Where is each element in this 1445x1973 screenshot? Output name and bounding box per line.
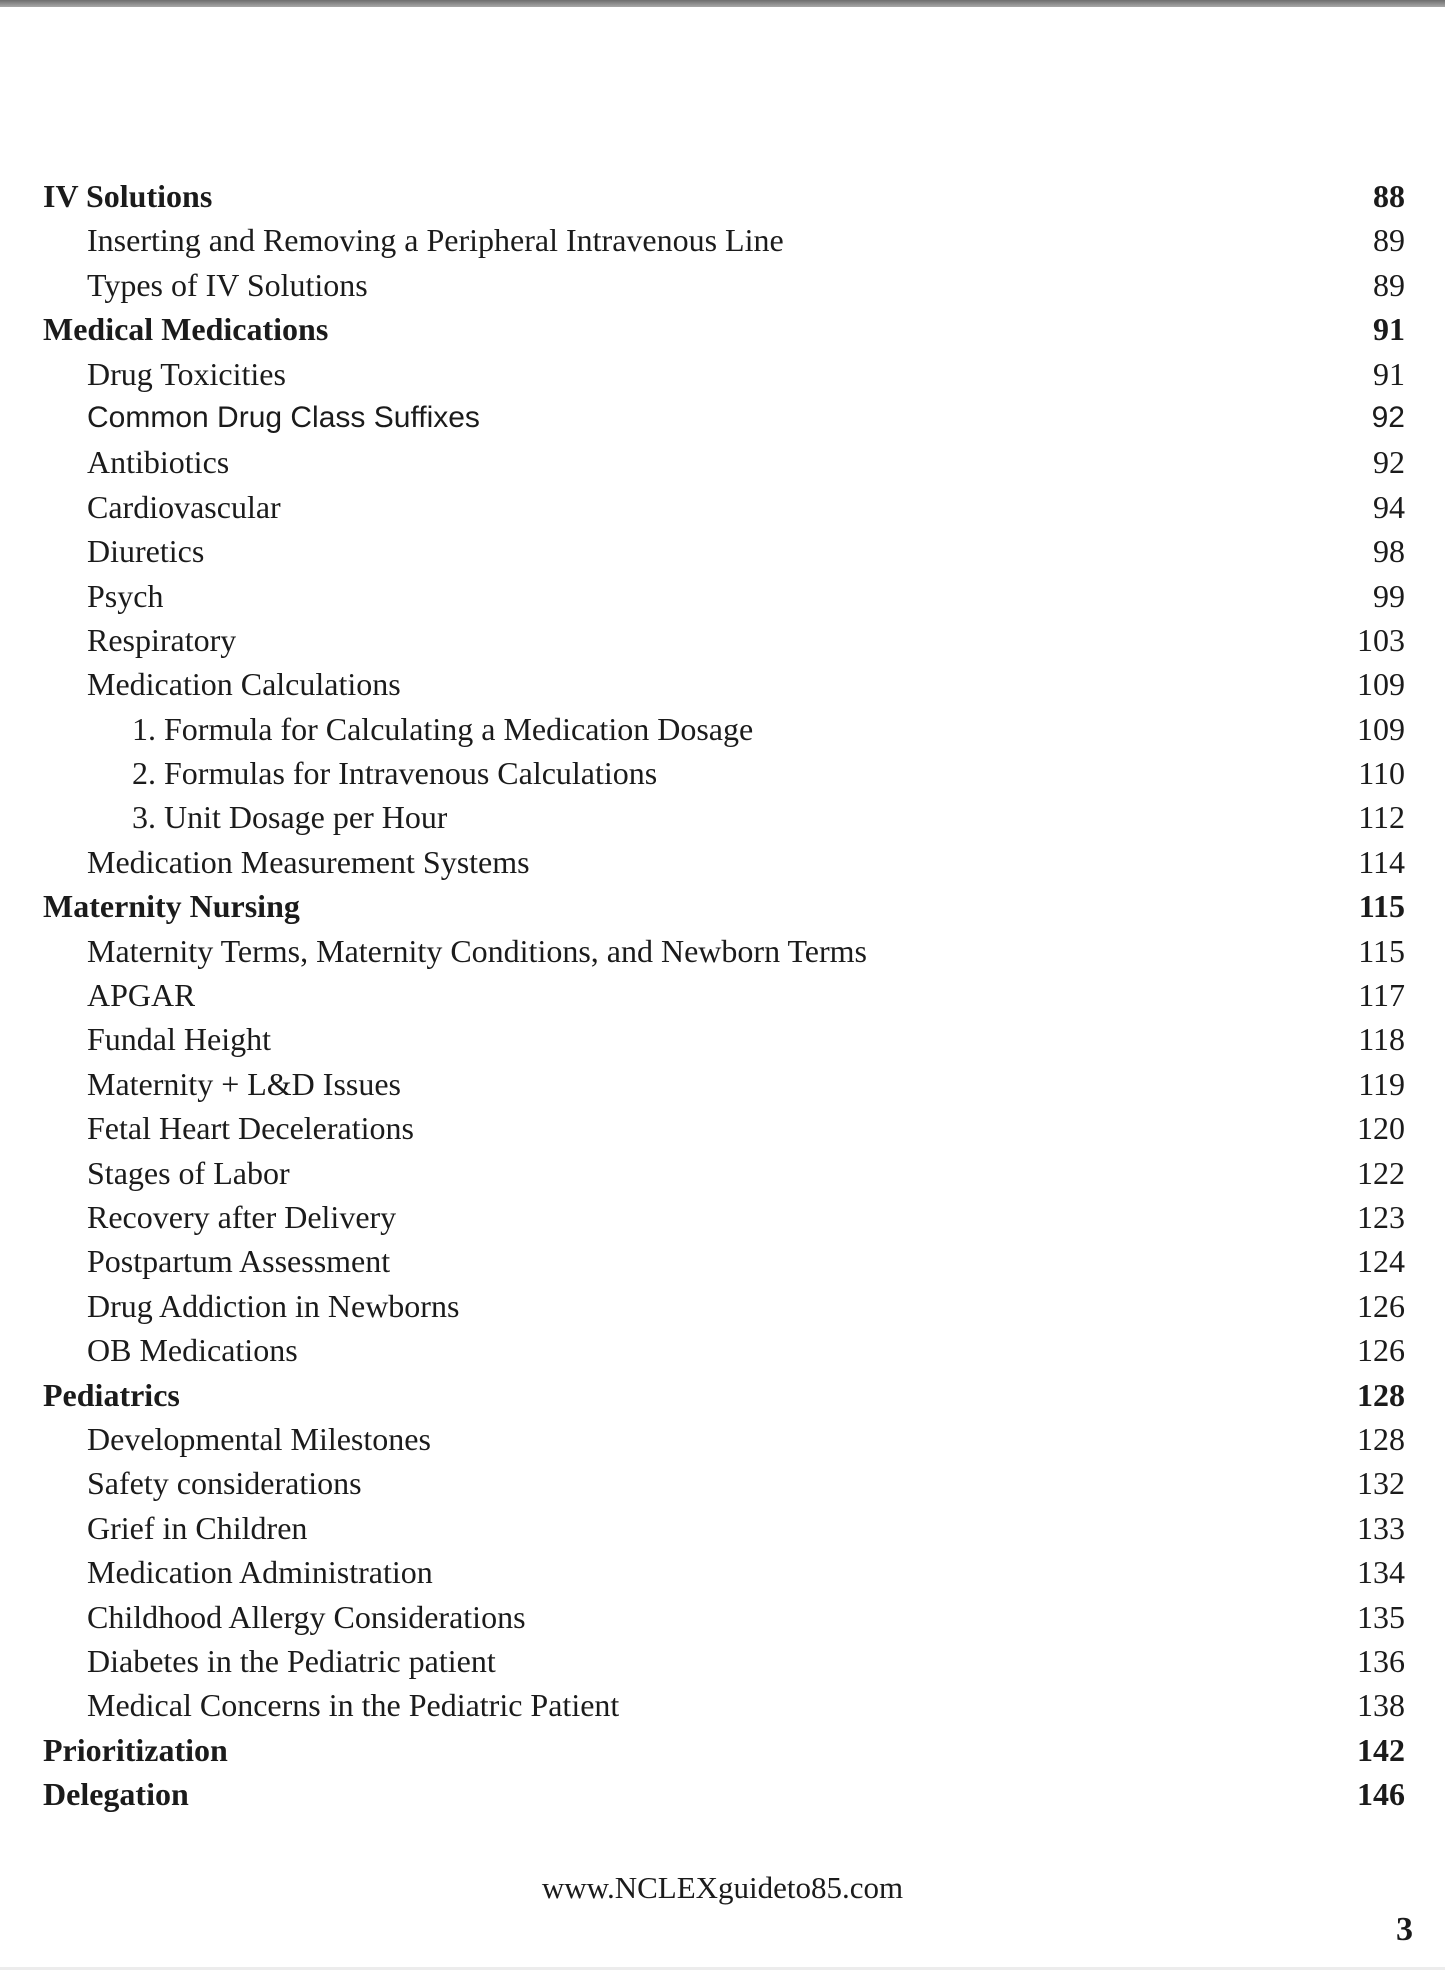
footer-website: www.NCLEXguideto85.com [541, 1870, 904, 1905]
toc-entry-page: 124 [1357, 1243, 1405, 1280]
toc-entry-label: IV Solutions [43, 178, 213, 214]
toc-entry-page: 115 [1358, 888, 1405, 925]
toc-entry-label: Stages of Labor [87, 1154, 290, 1191]
toc-entry-label: Medical Concerns in the Pediatric Patient [87, 1687, 620, 1724]
toc-entry-page: 92 [1371, 400, 1405, 434]
toc-entry-page: 112 [1358, 799, 1405, 836]
toc-entry-page: 146 [1357, 1776, 1405, 1813]
toc-entry-page: 123 [1357, 1198, 1405, 1235]
toc-entry-label: 2. Formulas for Intravenous Calculations [132, 755, 658, 792]
toc-row [43, 440, 1405, 484]
toc-entry-label: Prioritization [43, 1731, 228, 1768]
toc-entry-page: 120 [1357, 1110, 1405, 1147]
toc-row [43, 574, 1405, 618]
toc-entry-page: 126 [1357, 1287, 1405, 1324]
toc-entry-page: 132 [1357, 1465, 1405, 1502]
toc-entry-label: Antibiotics [87, 444, 230, 481]
toc-row [43, 529, 1405, 573]
toc-row [43, 929, 1405, 973]
toc-row [43, 1417, 1405, 1461]
toc-entry-page: 119 [1358, 1065, 1405, 1102]
toc-entry-page: 114 [1358, 843, 1405, 880]
toc-entry-page: 117 [1358, 977, 1405, 1014]
toc-row [43, 1017, 1405, 1061]
toc-entry-page: 88 [1373, 178, 1405, 214]
toc-row [43, 1106, 1405, 1150]
toc-entry-label: Developmental Milestones [87, 1420, 431, 1457]
toc-entry-page: 138 [1357, 1687, 1405, 1724]
toc-entry-page: 115 [1358, 932, 1405, 969]
toc-row [43, 618, 1405, 662]
toc-row [43, 1151, 1405, 1195]
toc-row [43, 218, 1405, 262]
toc-entry-label: Postpartum Assessment [87, 1243, 391, 1280]
toc-entry-page: 109 [1357, 666, 1405, 703]
toc-row [43, 1062, 1405, 1106]
toc-entry-label: Safety considerations [87, 1465, 362, 1502]
toc-row [43, 751, 1405, 795]
toc-entry-label: Medication Calculations [87, 666, 401, 703]
toc-entry-page: 94 [1373, 488, 1405, 525]
toc-row [43, 840, 1405, 884]
toc-row [43, 1506, 1405, 1550]
toc-entry-page: 89 [1373, 266, 1405, 303]
toc-row [43, 174, 1405, 218]
toc-entry-label: Maternity Nursing [43, 888, 300, 925]
toc-row [43, 396, 1405, 440]
toc-entry-label: Medical Medications [43, 311, 329, 348]
toc-entry-page: 122 [1357, 1154, 1405, 1191]
toc-entry-page: 92 [1373, 444, 1405, 481]
toc-row [43, 973, 1405, 1017]
toc-entry-page: 135 [1357, 1598, 1405, 1635]
toc-entry-label: Respiratory [87, 621, 237, 658]
toc-entry-label: 3. Unit Dosage per Hour [132, 799, 448, 836]
toc-entry-page: 134 [1357, 1554, 1405, 1591]
toc-entry-page: 126 [1357, 1332, 1405, 1369]
toc-entry-page: 110 [1358, 755, 1405, 792]
toc-entry-page: 98 [1373, 533, 1405, 570]
toc-entry-label: APGAR [87, 977, 196, 1014]
toc-entry-label: Maternity + L&D Issues [87, 1065, 401, 1102]
toc-entry-label: Inserting and Removing a Peripheral Intravenous Line [87, 222, 784, 259]
page-bottom-divider [0, 1967, 1445, 1970]
toc-entry-label: 1. Formula for Calculating a Medication Dosage [132, 710, 754, 747]
toc-row [43, 1461, 1405, 1505]
toc-entry-page: 89 [1373, 222, 1405, 259]
toc-row [43, 263, 1405, 307]
toc-entry-label: Psych [87, 577, 164, 614]
toc-entry-page: 99 [1373, 577, 1405, 614]
toc-entry-label: Delegation [43, 1776, 189, 1813]
toc-row [43, 1373, 1405, 1417]
toc-entry-page: 91 [1373, 355, 1405, 392]
toc-row [43, 1550, 1405, 1594]
toc-entry-label: Recovery after Delivery [87, 1198, 397, 1235]
toc-entry-label: OB Medications [87, 1332, 298, 1369]
toc-row [43, 662, 1405, 706]
toc-row [43, 1639, 1405, 1683]
toc-entry-label: Fetal Heart Decelerations [87, 1110, 414, 1147]
toc-entry-page: 133 [1357, 1509, 1405, 1546]
toc-row [43, 1772, 1405, 1816]
toc-row [43, 307, 1405, 351]
toc-row [43, 1595, 1405, 1639]
toc-entry-page: 128 [1357, 1420, 1405, 1457]
toc-row [43, 1683, 1405, 1727]
toc-entry-label: Cardiovascular [87, 488, 281, 525]
window-top-edge [0, 0, 1445, 7]
toc-entry-label: Medication Measurement Systems [87, 843, 530, 880]
toc-row [43, 352, 1405, 396]
toc-row [43, 707, 1405, 751]
toc-entry-page: 91 [1373, 311, 1405, 348]
toc-entry-label: Types of IV Solutions [87, 266, 368, 303]
toc-row [43, 1239, 1405, 1283]
toc-entry-label: Drug Addiction in Newborns [87, 1287, 460, 1324]
toc-row [43, 884, 1405, 928]
toc-entry-page: 136 [1357, 1642, 1405, 1679]
page-number: 3 [1396, 1911, 1413, 1948]
toc-entry-label: Medication Administration [87, 1554, 433, 1591]
toc-entry-page: 109 [1357, 710, 1405, 747]
toc-entry-label: Fundal Height [87, 1021, 271, 1058]
toc-entry-page: 118 [1358, 1021, 1405, 1058]
toc-row [43, 1195, 1405, 1239]
toc-row [43, 795, 1405, 839]
toc-row [43, 1328, 1405, 1372]
toc-entry-label: Diuretics [87, 533, 205, 570]
toc-entry-page: 142 [1357, 1731, 1405, 1768]
toc-row [43, 485, 1405, 529]
toc-entry-page: 128 [1357, 1376, 1405, 1413]
toc-entry-label: Pediatrics [43, 1376, 180, 1413]
toc-entry-page: 103 [1357, 621, 1405, 658]
toc-entry-label: Grief in Children [87, 1509, 308, 1546]
toc-row [43, 1728, 1405, 1772]
toc-entry-label: Drug Toxicities [87, 355, 286, 392]
toc-entry-label: Common Drug Class Suffixes [87, 400, 480, 434]
toc-entry-label: Diabetes in the Pediatric patient [87, 1642, 496, 1679]
table-of-contents [43, 174, 1405, 1816]
toc-entry-label: Maternity Terms, Maternity Conditions, and Newborn Terms [87, 932, 867, 969]
toc-entry-label: Childhood Allergy Considerations [87, 1598, 526, 1635]
toc-row [43, 1284, 1405, 1328]
